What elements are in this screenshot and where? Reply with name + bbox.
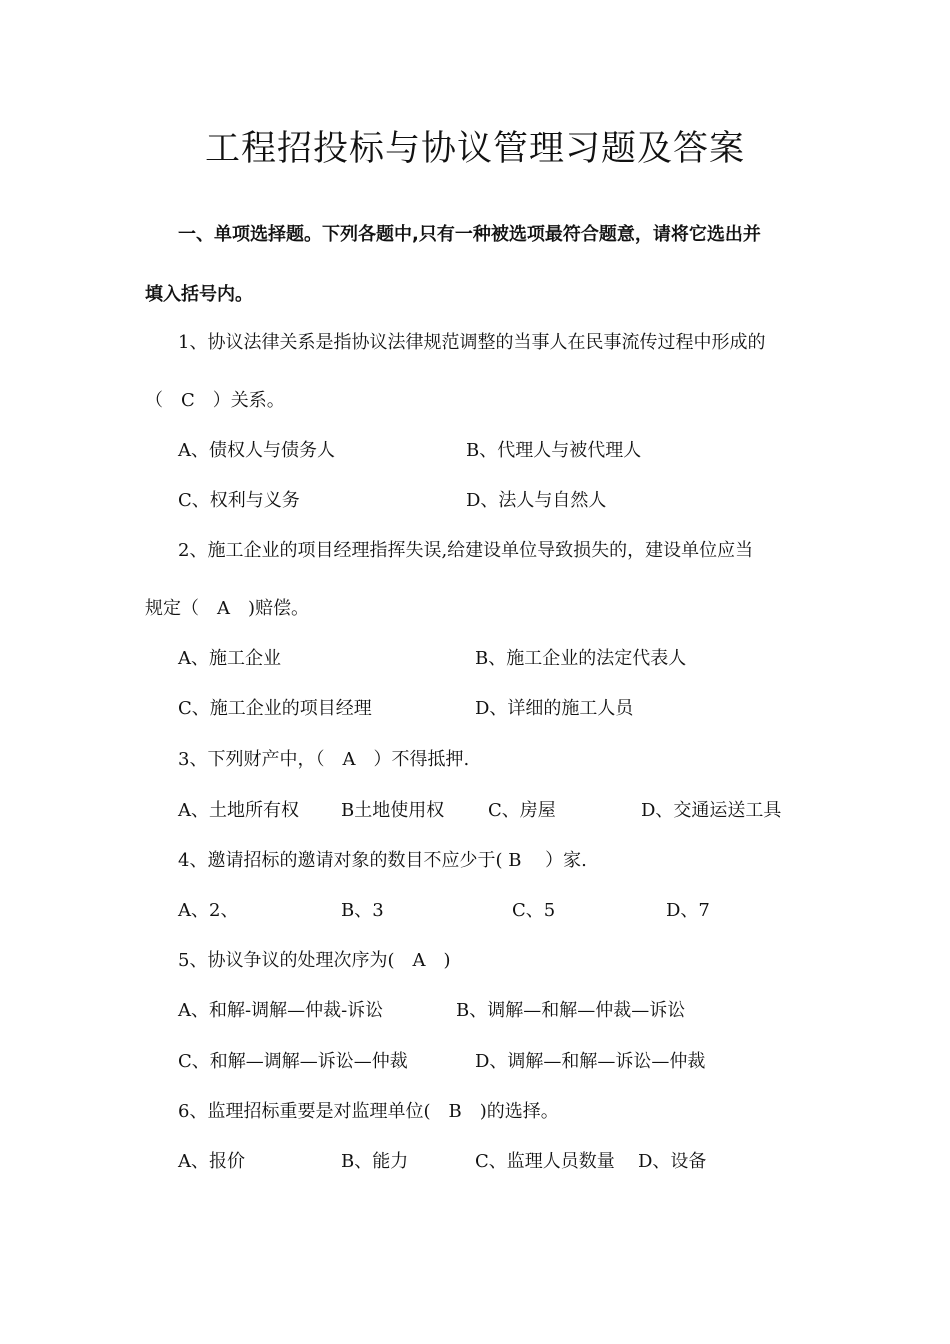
question-1-stem-line-1: 1、协议法律关系是指协议法律规范调整的当事人在民事流传过程中形成的 [178,332,766,353]
question-4-stem: 4、邀请招标的邀请对象的数目不应少于( B ）家. [178,850,587,871]
question-1-option-b: B、代理人与被代理人 [466,440,642,461]
question-4-option-c: C、5 [512,900,556,921]
question-1-stem-line-2: （ C ）关系。 [145,390,285,411]
question-6-option-b: B、能力 [341,1151,409,1172]
section-heading-line-1: 一、单项选择题。下列各题中,只有一种被选项最符合题意，请将它选出并 [178,224,761,245]
question-3-option-c: C、房屋 [488,800,556,821]
question-6-option-c: C、监理人员数量 [475,1151,615,1172]
question-3-option-a: A、土地所有权 [178,800,299,821]
question-2-option-b: B、施工企业的法定代表人 [475,648,687,669]
question-6-option-a: A、报价 [178,1151,245,1172]
question-1-option-a: A、债权人与债务人 [178,440,335,461]
question-1-option-c: C、权利与义务 [178,490,300,511]
question-4-option-d: D、7 [666,900,710,921]
question-2-option-d: D、详细的施工人员 [475,698,634,719]
question-6-stem: 6、监理招标重要是对监理单位( B )的选择。 [178,1101,559,1122]
question-6-option-d: D、设备 [638,1151,707,1172]
question-3-option-b: B土地使用权 [341,800,445,821]
question-4-option-b: B、3 [341,900,384,921]
question-1-option-d: D、法人与自然人 [466,490,607,511]
document-title: 工程招投标与协议管理习题及答案 [204,129,745,169]
question-2-stem-line-2: 规定（ A )赔偿。 [145,598,310,619]
question-3-stem: 3、下列财产中，（ A ）不得抵押. [178,749,470,770]
question-4-option-a: A、2、 [178,900,239,921]
question-5-option-d: D、调解—和解—诉讼—仲裁 [475,1051,706,1072]
question-2-option-c: C、施工企业的项目经理 [178,698,372,719]
question-3-option-d: D、交通运送工具 [641,800,782,821]
question-2-option-a: A、施工企业 [178,648,281,669]
question-5-option-a: A、和解-调解—仲裁-诉讼 [178,1000,384,1021]
question-5-option-c: C、和解—调解—诉讼—仲裁 [178,1051,408,1072]
question-2-stem-line-1: 2、施工企业的项目经理指挥失误,给建设单位导致损失的，建设单位应当 [178,540,754,561]
question-5-stem: 5、协议争议的处理次序为( A ) [178,950,451,971]
section-heading-line-2: 填入括号内。 [145,284,253,305]
question-5-option-b: B、调解—和解—仲裁—诉讼 [456,1000,686,1021]
